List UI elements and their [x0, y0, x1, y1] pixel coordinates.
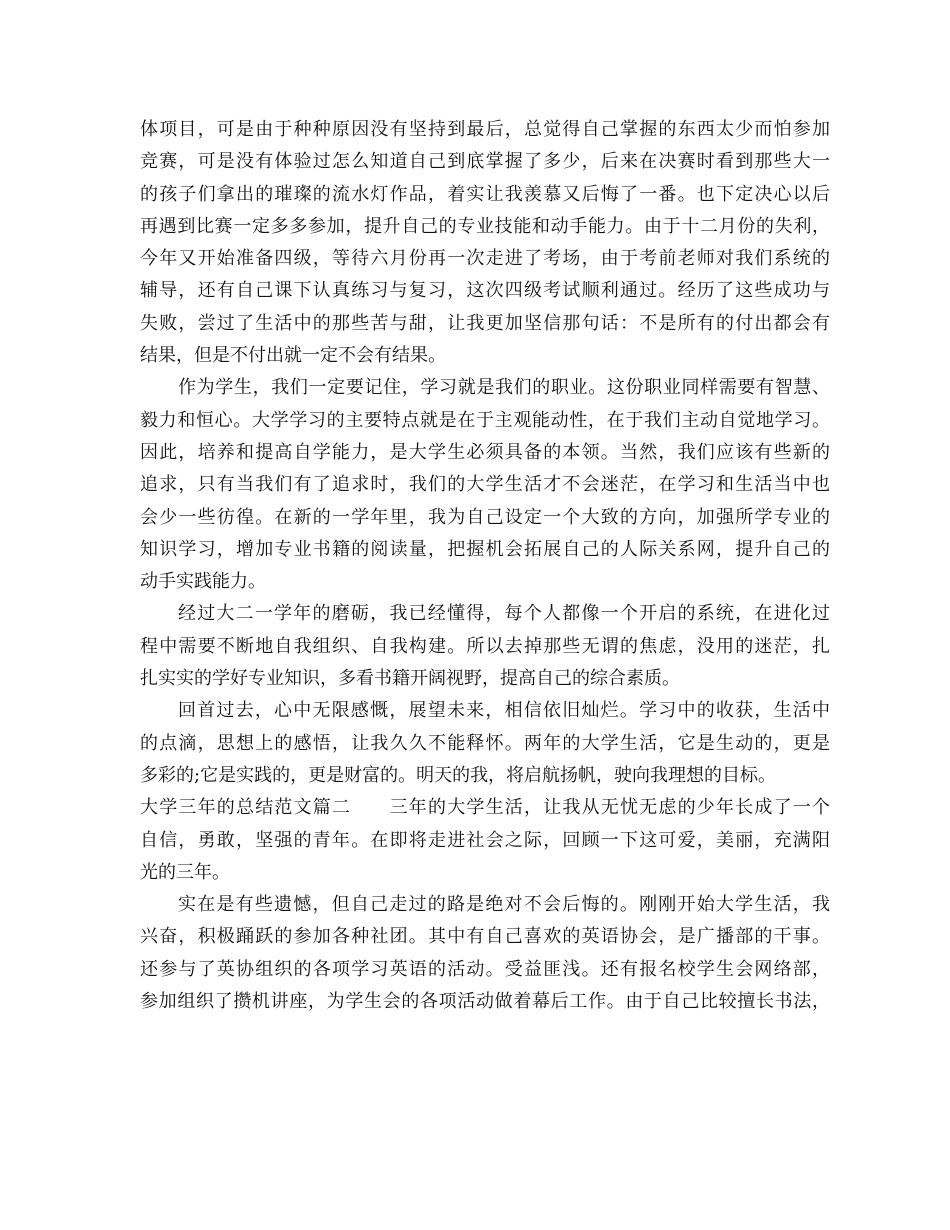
text-line: 实在是有些遗憾，但自己走过的路是绝对不会后悔的。刚刚开始大学生活，我	[178, 894, 830, 916]
text-line: 经过大二一学年的磨砺，我已经懂得，每个人都像一个开启的系统，在进化过	[178, 603, 830, 625]
text-line: 光的三年。	[140, 861, 230, 883]
document-body	[140, 114, 830, 1018]
text-line: 扎实实的学好专业知识，多看书籍开阔视野，提高自己的综合素质。	[140, 668, 680, 690]
text-line: 参加组织了攒机讲座，为学生会的各项活动做着幕后工作。由于自己比较擅长书法，	[140, 991, 830, 1013]
text-line: 自信，勇敢，坚强的青年。在即将走进社会之际，回顾一下这可爱，美丽，充满阳	[140, 829, 830, 851]
text-line: 回首过去，心中无限感慨，展望未来，相信依旧灿烂。学习中的收获，生活中	[178, 700, 830, 722]
text-line: 会少一些彷徨。在新的一学年里，我为自己设定一个大致的方向，加强所学专业的	[140, 506, 830, 528]
text-line: 多彩的;它是实践的，更是财富的。明天的我，将启航扬帆，驶向我理想的目标。	[140, 764, 777, 786]
text-line: 知识学习，增加专业书籍的阅读量，把握机会拓展自己的人际关系网，提升自己的	[140, 538, 830, 560]
text-line: 追求，只有当我们有了追求时，我们的大学生活才不会迷茫，在学习和生活当中也	[140, 474, 830, 496]
text-line: 今年又开始准备四级，等待六月份再一次走进了考场，由于考前老师对我们系统的	[140, 248, 830, 270]
text-line: 动手实践能力。	[140, 571, 266, 593]
text-line: 大学三年的总结范文篇二 三年的大学生活，让我从无忧无虑的少年长成了一个	[140, 797, 830, 819]
text-line: 体项目，可是由于种种原因没有坚持到最后，总觉得自己掌握的东西太少而怕参加	[140, 119, 830, 140]
text-line: 程中需要不断地自我组织、自我构建。所以去掉那些无谓的焦虑，没用的迷茫，扎	[140, 635, 830, 657]
text-line: 辅导，还有自己课下认真练习与复习，这次四级考试顺利通过。经历了这些成功与	[140, 280, 830, 302]
text-line: 兴奋，积极踊跃的参加各种社团。其中有自己喜欢的英语协会，是广播部的干事。	[140, 926, 830, 948]
text-line: 的点滴，思想上的感悟，让我久久不能释怀。两年的大学生活，它是生动的，更是	[140, 732, 830, 754]
text-line: 竞赛，可是没有体验过怎么知道自己到底掌握了多少，后来在决赛时看到那些大一	[140, 151, 830, 173]
text-line: 因此，培养和提高自学能力，是大学生必须具备的本领。当然，我们应该有些新的	[140, 441, 830, 463]
text-line: 结果，但是不付出就一定不会有结果。	[140, 345, 446, 367]
text-line: 还参与了英协组织的各项学习英语的活动。受益匪浅。还有报名校学生会网络部，	[140, 958, 830, 980]
text-line: 的孩子们拿出的璀璨的流水灯作品，着实让我羡慕又后悔了一番。也下定决心以后	[140, 183, 830, 205]
text-line: 作为学生，我们一定要记住，学习就是我们的职业。这份职业同样需要有智慧、	[178, 377, 830, 399]
text-line: 失败，尝过了生活中的那些苦与甜，让我更加坚信那句话：不是所有的付出都会有	[140, 312, 830, 334]
text-line: 毅力和恒心。大学学习的主要特点就是在于主观能动性，在于我们主动自觉地学习。	[140, 409, 830, 431]
text-line: 再遇到比赛一定多多参加，提升自己的专业技能和动手能力。由于十二月份的失利，	[140, 215, 830, 237]
